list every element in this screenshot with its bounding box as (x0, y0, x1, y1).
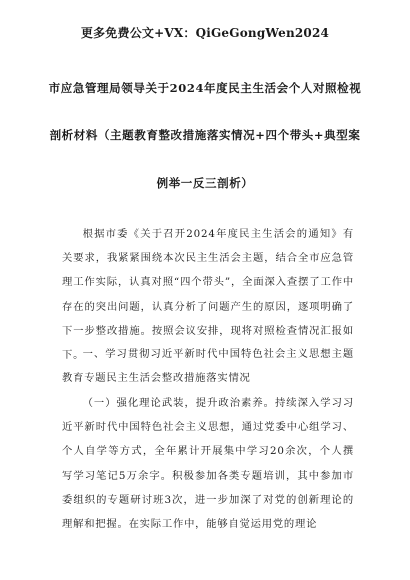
document-header: 更多免费公文+VX：QiGeGongWen2024 (80, 26, 330, 40)
document-title-line-2: 剖析材料（主题教育整改措施落实情况+四个带头+典型案 (49, 128, 361, 142)
section-heading: 一、学习贯彻习近平新时代中国特色社会主义思想主题教育专题民主生活会整改措施落实情况 (62, 348, 354, 385)
document-title-line-3: 例举一反三剖析） (156, 176, 254, 190)
item-paragraph: （一）强化理论武装，提升政治素养。持续深入学习习近平新时代中国特色社会主义思想，通过党委中心组学习、个人自学等方式，全年累计开展集中学习20余次，个人撰写学习笔记5万余字。积极参加各类专题培训，其中参加市委组织的专题研讨班3次，进一步加深了对党的创新理论的理解和把握。在实际工作中，能够自觉运用党的理论 (62, 397, 354, 531)
document-title-line-1: 市应急管理局领导关于2024年度民主生活会个人对照检视 (48, 81, 362, 95)
intro-paragraph: 根据市委《关于召开2024年度民主生活会的通知》有关要求，我紧紧围绕本次民主生活会主题，结合全市应急管理工作实际，认真对照“四个带头”，全面深入查摆了工作中存在的突出问题，认真分析了问题产生的原因，逐项明确了下一步整改措施。按照会议安排，现将对照检查情况汇报如下。 (62, 228, 354, 362)
